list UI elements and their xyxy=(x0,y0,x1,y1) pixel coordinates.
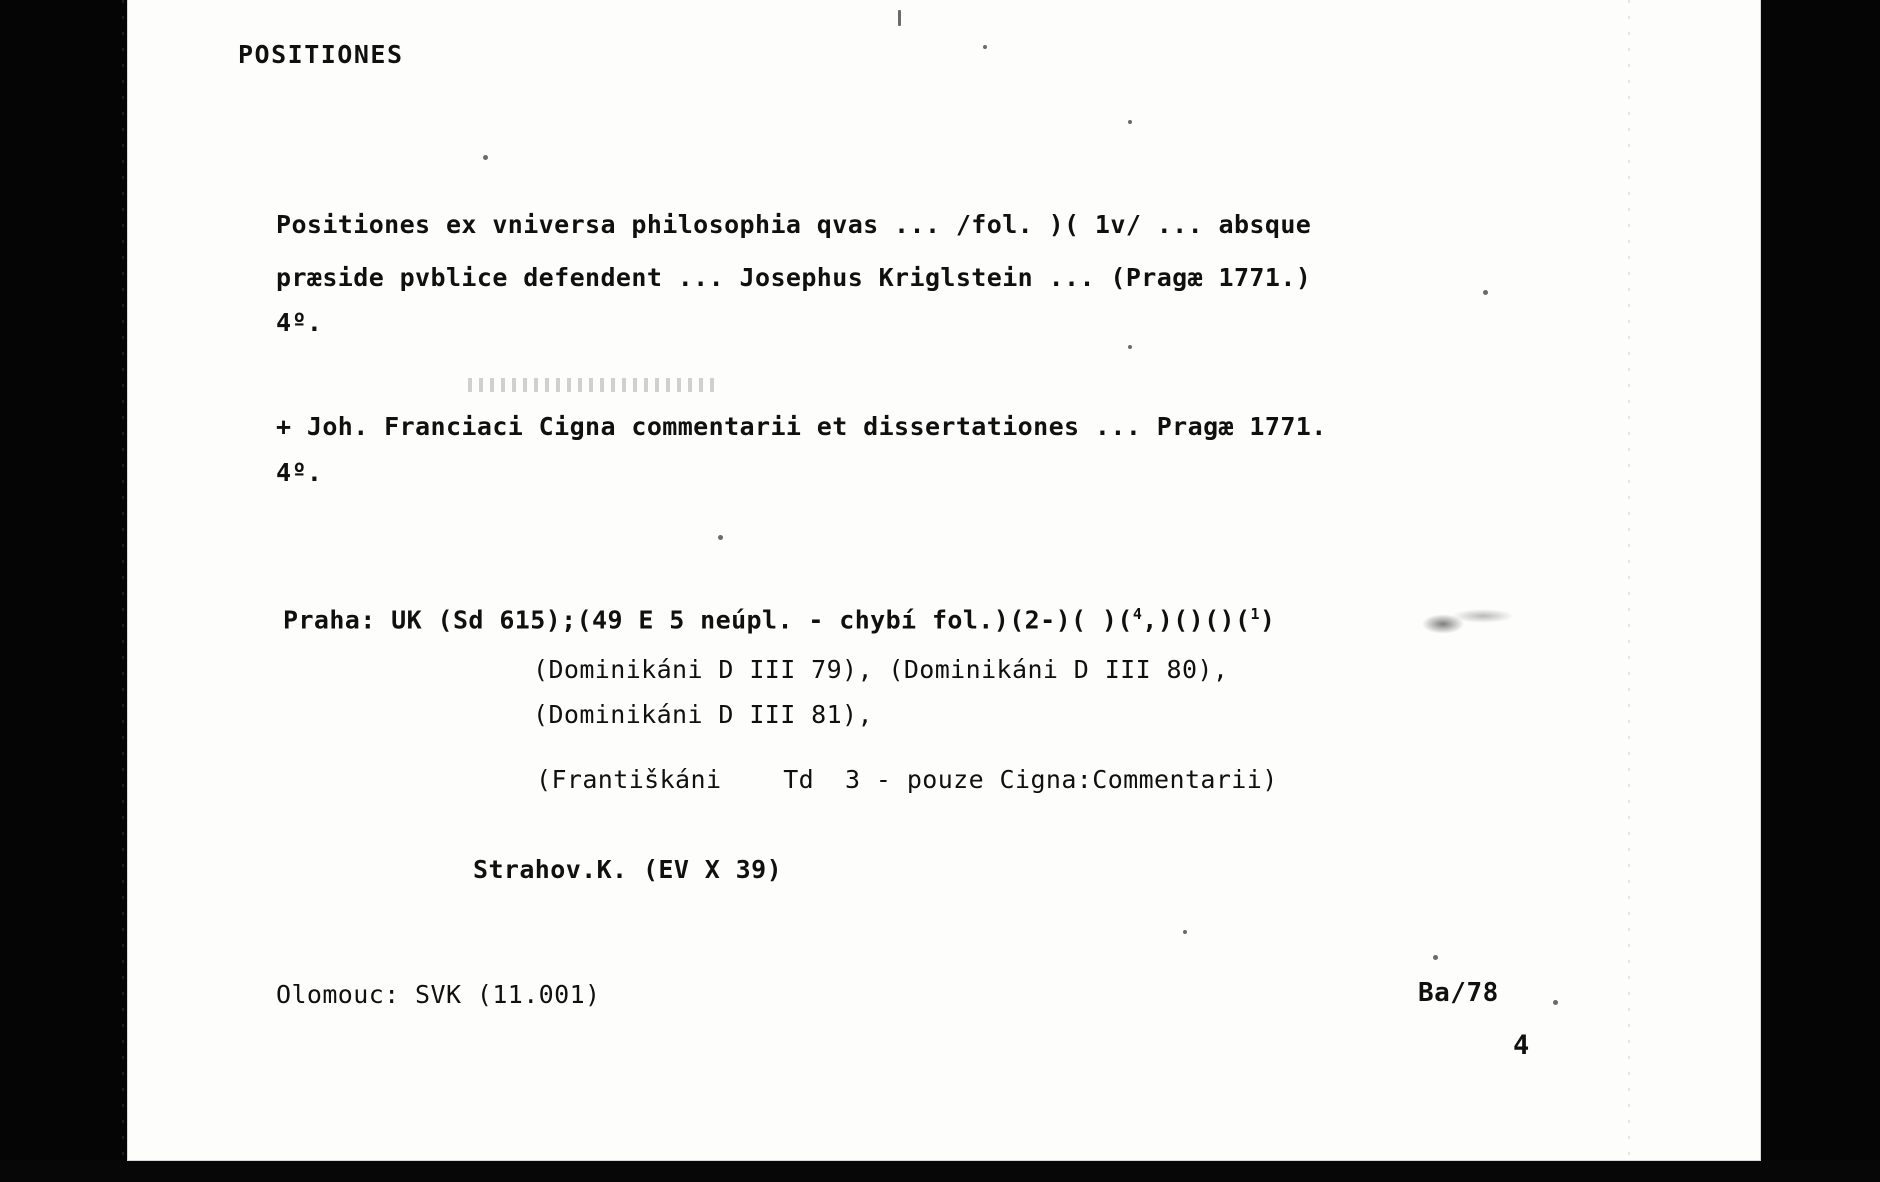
scan-speck xyxy=(983,45,987,49)
holdings-praha-tail: ,)()()( xyxy=(1142,605,1251,635)
scan-scratch xyxy=(468,378,718,392)
scan-speck xyxy=(1433,955,1438,960)
scan-speck xyxy=(1553,1000,1558,1005)
scan-bottom-margin xyxy=(0,1160,1880,1182)
holdings-olomouc-line: Olomouc: SVK (11.001) xyxy=(276,980,601,1009)
holdings-praha-line xyxy=(283,605,1275,634)
scan-speck xyxy=(483,155,488,160)
scan-artifact-line xyxy=(122,0,124,1160)
holdings-praha-close: ) xyxy=(1259,605,1276,635)
scan-speck xyxy=(1483,290,1488,295)
scan-speck xyxy=(1128,345,1132,349)
holdings-strahov-line: Strahov.K. (EV X 39) xyxy=(473,855,783,884)
holdings-praha-main: Praha: UK (Sd 615);(49 E 5 neúpl. - chybí fol.)(2-)( )( xyxy=(283,605,1133,635)
page-title: POSITIONES xyxy=(238,40,404,69)
holdings-praha-superscript-1: 1 xyxy=(1250,605,1260,623)
scan-speck xyxy=(718,535,723,540)
ink-smudge xyxy=(1413,600,1533,646)
entry-1-line-1: Positiones ex vniversa philosophia qvas ... /fol. )( 1v/ ... absque xyxy=(276,210,1312,239)
holdings-dominikani-line-2: (Dominikáni D III 81), xyxy=(533,700,873,729)
scan-speck xyxy=(1128,120,1132,124)
holdings-frantiskani-line: (Františkáni Td 3 - pouze Cigna:Commentarii) xyxy=(536,765,1278,794)
holdings-praha-superscript-4: 4 xyxy=(1132,605,1143,623)
catalog-card xyxy=(128,0,1760,1160)
entry-2-line-1: + Joh. Franciaci Cigna commentarii et dissertationes ... Pragæ 1771. xyxy=(276,412,1327,441)
entry-1-line-3: 4º. xyxy=(276,308,323,337)
page-number: 4 xyxy=(1513,1030,1530,1061)
scan-speck xyxy=(1183,930,1187,934)
entry-2-line-2: 4º. xyxy=(276,458,323,487)
footer-code: Ba/78 xyxy=(1418,978,1499,1008)
scan-left-margin xyxy=(0,0,128,1182)
scan-right-margin xyxy=(1760,0,1880,1182)
scan-artifact-line xyxy=(1628,0,1630,1160)
scan-speck xyxy=(898,10,901,26)
holdings-dominikani-line-1: (Dominikáni D III 79), (Dominikáni D III 80), xyxy=(533,655,1229,684)
entry-1-line-2: præside pvblice defendent ... Josephus Kriglstein ... (Pragæ 1771.) xyxy=(276,263,1312,292)
